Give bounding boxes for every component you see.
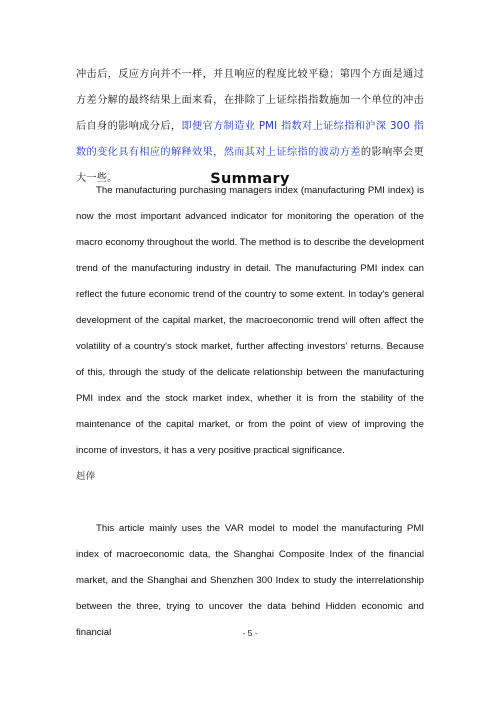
summary-paragraph-1-text: The manufacturing purchasing managers index (manufacturing PMI index) is now the most important advanced indicator for monitoring the operation of the macro economy throughout the world. The method is to describe the development trend of the manufacturing industry in detail. The manufacturing PMI index can reflect the future economic trend of the country to some extent. In today's general development of the capital market, the macroeconomic trend will often affect the volatility of a country's stock market, further affecting investors' returns. Because of this, through the study of the delicate relationship between the manufacturing PMI index and the stock market index, whether it is from the stability of the maintenance of the capital market, or from the point of view of improving the income of investors, it has a very positive practical significance. xyxy=(76,185,424,456)
summary-paragraph-2-text: This article mainly uses the VAR model to model the manufacturing PMI index of macroeconomic data, the Shanghai Composite Index of the financial market, and the Shanghai and Shenzhen 300 Index to study the interrelationship between the three, trying to uncover the data behind Hidden economic and financial xyxy=(76,523,424,638)
summary-paragraph-1-trailing: 赳俸 xyxy=(76,471,96,482)
chinese-text-tail: 的影响率会更大一些。 xyxy=(76,147,424,184)
chinese-highlighted-text: 即便官方制造业 PMI 指数对上证综指和沪深 300 指数的变化具有相应的解释效果，然而其对上证综指的波动方差 xyxy=(76,121,425,158)
chinese-text: 冲击后，反应方向并不一样，并且响应的程度比较平稳；第四个方面是通过方差分解的最终结果上面来看，在排除了上证综指指数施加一个单位的冲击后自身的影响成分后， xyxy=(76,69,424,132)
summary-paragraph-2 xyxy=(76,516,424,646)
summary-paragraph-1-body xyxy=(76,178,424,490)
summary-heading: Summary xyxy=(210,171,290,187)
page-number: - 5 - xyxy=(242,628,258,638)
